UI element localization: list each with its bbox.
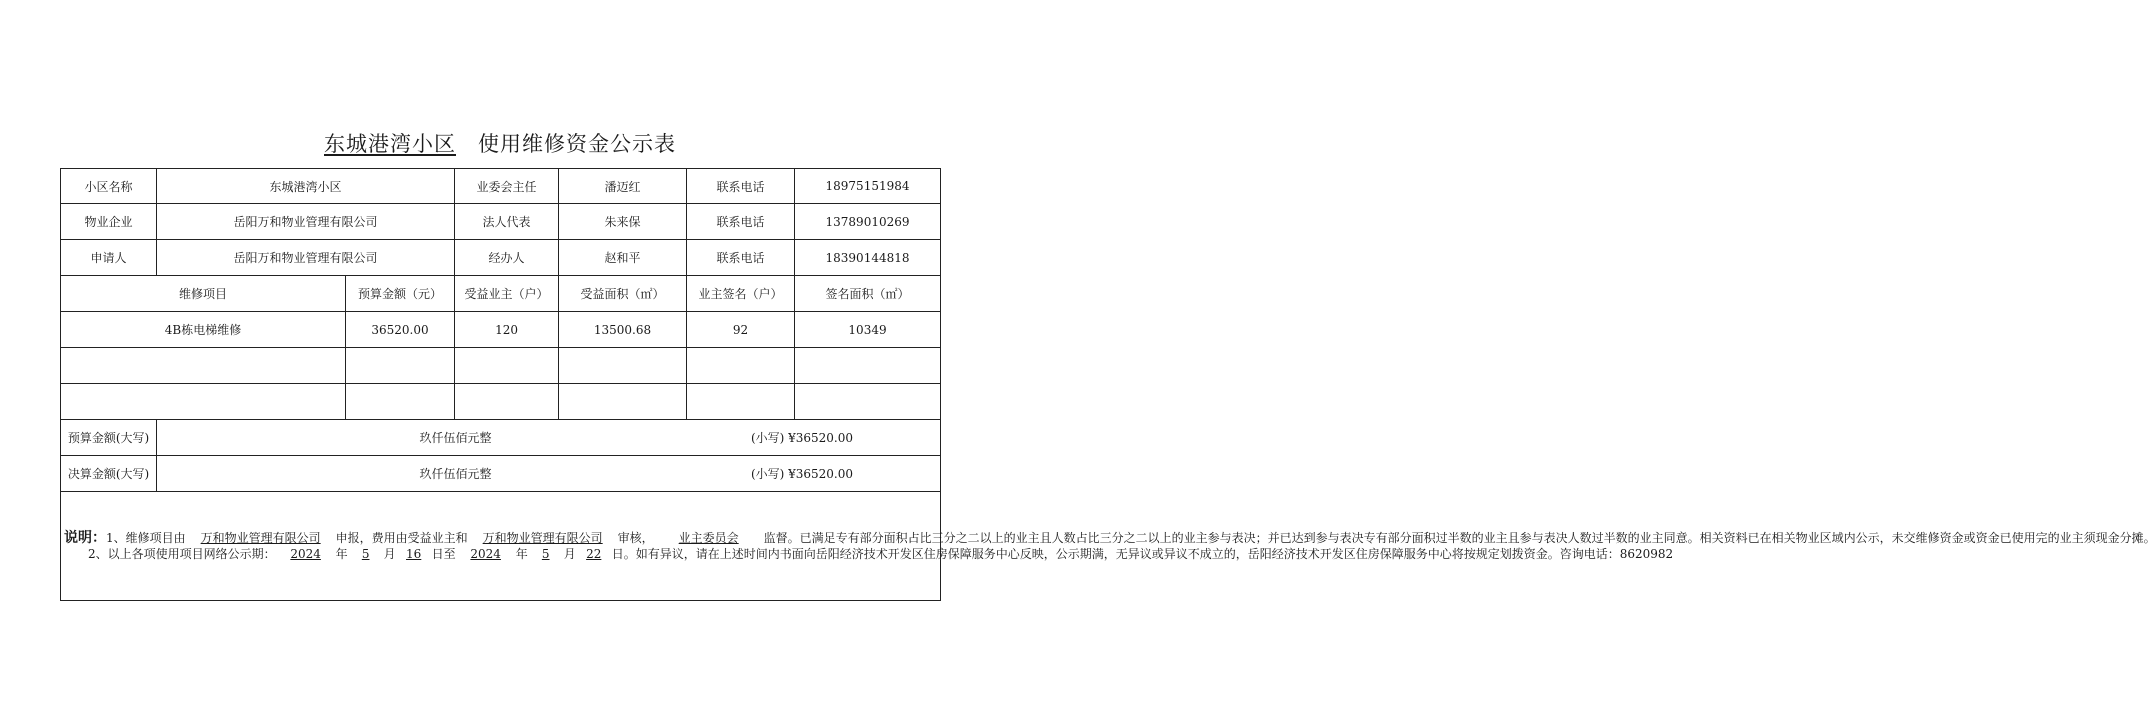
header-signed: 业主签名（户）	[687, 276, 795, 312]
community-name-title: 东城港湾小区	[324, 132, 456, 156]
value-property-company: 岳阳万和物业管理有限公司	[157, 204, 455, 240]
notes-text: 月	[563, 547, 576, 561]
value-legal-rep: 朱来保	[559, 204, 687, 240]
notes-year-end: 2024	[470, 547, 501, 561]
title-rest: 使用维修资金公示表	[478, 132, 676, 156]
notes-year-start: 2024	[290, 547, 321, 561]
notes-day-start: 16	[406, 547, 422, 561]
info-row	[61, 169, 941, 204]
label-phone: 联系电话	[687, 240, 795, 276]
header-area: 受益面积（㎡）	[559, 276, 687, 312]
notes-text: 日。	[611, 547, 636, 561]
notes-text: 日至	[431, 547, 456, 561]
notes-text: 监督。已满足专有部分面积占比三分之二以上的业主且人数占比三分之二以上的业主参与表决；并已达到参与表决专有部分面积过半数的业主且参与表决人数过半数的业主同意。相关资料已在相关物业区域内公示，未交维修资金或资金已使用完的业主须现金分摊。	[763, 531, 2156, 545]
notes-text: 如有异议，请在上述时间内书面向岳阳经济技术开发区住房保障服务中心反映，公示期满，无异议或异议不成立的，岳阳经济技术开发区住房保障服务中心将按规定划拨资金。咨询电话：8620982	[635, 547, 1674, 561]
value-phone: 18390144818	[795, 240, 941, 276]
item-row	[61, 348, 941, 384]
notes-day-end: 22	[586, 547, 602, 561]
notes-text: 1、维修项目由	[106, 531, 186, 545]
notes-month-end: 5	[541, 547, 550, 561]
final-amount-upper: 玖仟伍佰元整	[419, 467, 492, 481]
page-title	[0, 128, 1000, 158]
budget-amount-label: 预算金额(大写)	[61, 420, 157, 456]
info-row	[61, 204, 941, 240]
item-signed-area: 10349	[795, 312, 941, 348]
notes-company: 万和物业管理有限公司	[200, 531, 321, 545]
header-signed-area: 签名面积（㎡）	[795, 276, 941, 312]
notes-text: 年	[515, 547, 528, 561]
value-community: 东城港湾小区	[157, 169, 455, 204]
final-amount-label: 决算金额(大写)	[61, 456, 157, 492]
label-phone: 联系电话	[687, 169, 795, 204]
notes-text: 月	[383, 547, 396, 561]
item-signed	[687, 348, 795, 384]
item-area: 13500.68	[559, 312, 687, 348]
label-handler: 经办人	[455, 240, 559, 276]
label-applicant: 申请人	[61, 240, 157, 276]
item-header-row	[61, 276, 941, 312]
notes-text: 审核，	[617, 531, 654, 545]
final-amount-row	[61, 456, 941, 492]
item-budget	[346, 384, 455, 420]
header-households: 受益业主（户）	[455, 276, 559, 312]
label-committee-chair: 业委会主任	[455, 169, 559, 204]
item-budget	[346, 348, 455, 384]
item-row	[61, 384, 941, 420]
label-legal-rep: 法人代表	[455, 204, 559, 240]
disclosure-table	[60, 168, 2156, 601]
header-project: 维修项目	[61, 276, 346, 312]
notes-month-start: 5	[361, 547, 370, 561]
item-households: 120	[455, 312, 559, 348]
label-phone: 联系电话	[687, 204, 795, 240]
item-budget: 36520.00	[346, 312, 455, 348]
notes-text: 申报，费用由受益业主和	[335, 531, 468, 545]
budget-amount-lower: (小写) ¥36520.00	[750, 431, 854, 445]
item-signed-area	[795, 348, 941, 384]
item-row	[61, 312, 941, 348]
value-handler: 赵和平	[559, 240, 687, 276]
item-signed	[687, 384, 795, 420]
final-amount-value	[157, 456, 941, 492]
item-signed: 92	[687, 312, 795, 348]
item-area	[559, 384, 687, 420]
notes-text: 2、以上各项使用项目网络公示期：	[88, 547, 276, 561]
label-community: 小区名称	[61, 169, 157, 204]
notes-committee: 业主委员会	[678, 531, 739, 545]
value-phone: 18975151984	[795, 169, 941, 204]
item-signed-area	[795, 384, 941, 420]
item-area	[559, 348, 687, 384]
value-committee-chair: 潘迈红	[559, 169, 687, 204]
value-applicant: 岳阳万和物业管理有限公司	[157, 240, 455, 276]
item-project	[61, 384, 346, 420]
item-project	[61, 348, 346, 384]
notes-label: 说明：	[64, 530, 106, 546]
final-amount-lower: (小写) ¥36520.00	[750, 467, 854, 481]
item-project: 4B栋电梯维修	[61, 312, 346, 348]
notes-block	[61, 492, 2156, 601]
header-budget: 预算金额（元）	[346, 276, 455, 312]
item-households	[455, 348, 559, 384]
value-phone: 13789010269	[795, 204, 941, 240]
item-households	[455, 384, 559, 420]
notes-company: 万和物业管理有限公司	[482, 531, 603, 545]
info-row	[61, 240, 941, 276]
budget-amount-row	[61, 420, 941, 456]
budget-amount-upper: 玖仟伍佰元整	[419, 431, 492, 445]
notes-text: 年	[335, 547, 348, 561]
budget-amount-value	[157, 420, 941, 456]
label-property-company: 物业企业	[61, 204, 157, 240]
notes-row	[61, 492, 941, 601]
